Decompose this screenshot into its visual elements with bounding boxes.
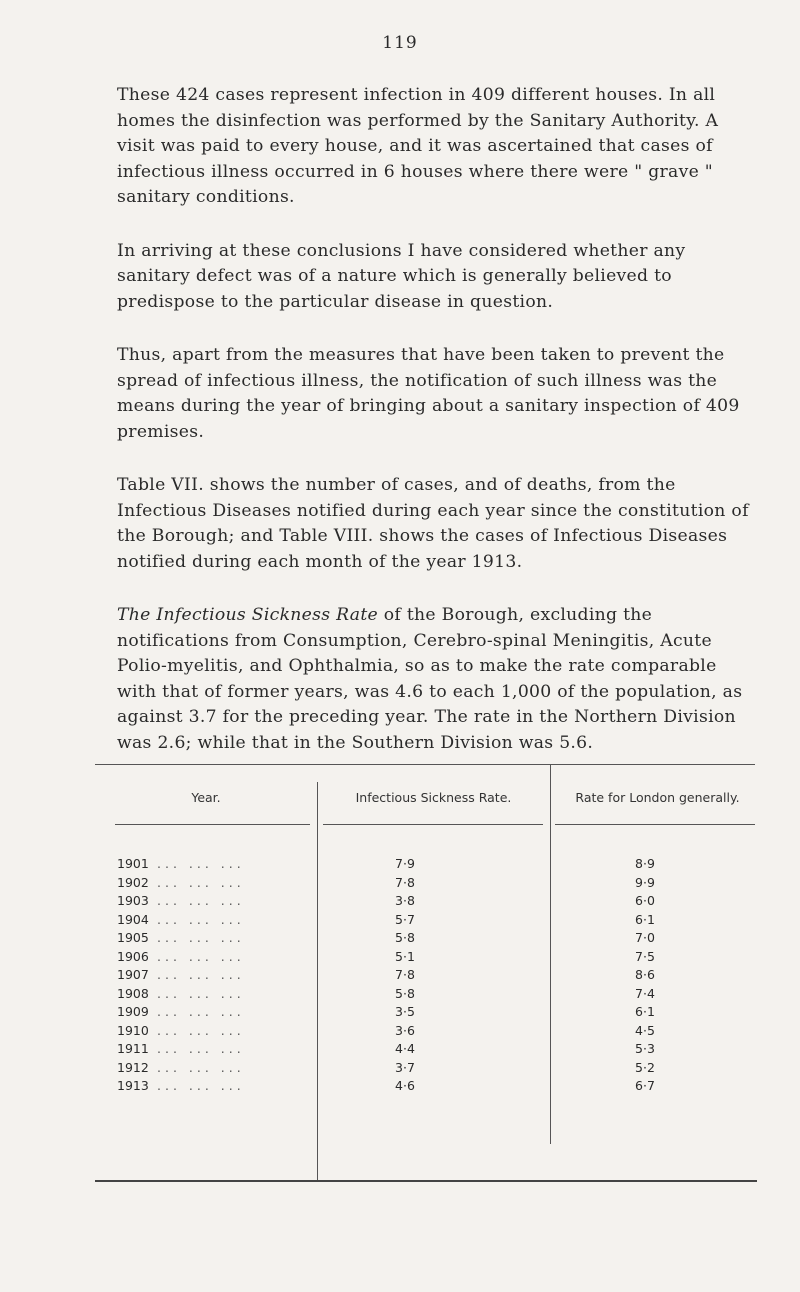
paragraph-2: In arriving at these conclusions I have considered whether any sanitary defect was of a nature which is generally believed to predispose to the particular disease in question. [117,240,686,312]
leader-dots: ... ... ... [157,1078,245,1093]
london-rate-cell: 5·3 [635,1041,655,1056]
year-cell: 1910 [117,1022,149,1038]
sickness-rate-cell: 4·6 [395,1078,415,1093]
london-rate-cell: 8·9 [635,856,655,871]
sickness-rate-cell: 3·7 [395,1059,415,1075]
year-cell: 1909 [117,1004,149,1019]
header-sickness-rate: Infectious Sickness Rate. [355,790,512,805]
leader-dots: ... ... ... [157,948,245,964]
table-row [95,1004,765,1023]
table-row [95,912,765,931]
sickness-rate-table [95,764,765,1184]
sickness-rate-cell: 7·8 [395,874,415,890]
london-rate-cell: 8·6 [635,967,655,982]
table-row [95,1041,765,1060]
leader-dots: ... ... ... [157,893,245,908]
leader-dots: ... ... ... [157,1041,245,1056]
header-rule-3 [555,824,755,825]
table-row [95,1078,765,1097]
sickness-rate-cell: 5·8 [395,985,415,1001]
table-row [95,949,765,968]
leader-dots: ... ... ... [157,967,245,982]
sickness-rate-cell: 3·5 [395,1004,415,1019]
sickness-rate-term: The Infectious Sickness Rate [117,605,379,625]
sickness-rate-cell: 5·7 [395,911,415,927]
table-row [95,856,765,875]
paragraph-5 [117,603,757,756]
table-row [95,967,765,986]
london-rate-cell: 6·1 [635,1004,655,1019]
sickness-rate-cell: 3·8 [395,893,415,908]
table-row [95,930,765,949]
paragraph-5-text: of the Borough, excluding the notifications from Consumption, Cerebro-spinal Meningitis, Acute Polio-myelitis, and Ophthalmia, so as to make the rate comparable with that of former years, was 4.6 to each 1,000 of the population, as against 3.7 for the preceding year. The rate in the Northern Division was 2.6; while that in the Southern Division was 5.6. [117,605,743,753]
london-rate-cell: 4·5 [635,1022,655,1038]
year-cell: 1911 [117,1041,149,1056]
london-rate-cell: 7·4 [635,985,655,1001]
london-rate-cell: 6·7 [635,1078,655,1093]
year-cell: 1913 [117,1078,149,1093]
header-london-rate: Rate for London generally. [575,790,740,805]
london-rate-cell: 6·0 [635,893,655,908]
leader-dots: ... ... ... [157,1004,245,1019]
table-row [95,875,765,894]
year-cell: 1903 [117,893,149,908]
sickness-rate-cell: 4·4 [395,1041,415,1056]
sickness-rate-cell: 5·8 [395,930,415,945]
sickness-rate-cell: 7·9 [395,856,415,871]
table-row [95,893,765,912]
paragraph-3: Thus, apart from the measures that have been taken to prevent the spread of infectious illness, the notification of such illness was the means during the year of bringing about a sanitary inspection of 409 premises. [117,345,740,442]
leader-dots: ... ... ... [157,874,245,890]
header-rule-1 [115,824,310,825]
london-rate-cell: 7·5 [635,948,655,964]
sickness-rate-cell: 3·6 [395,1022,415,1038]
year-cell: 1901 [117,856,149,871]
leader-dots: ... ... ... [157,1059,245,1075]
year-cell: 1906 [117,948,149,964]
body-text [117,83,757,784]
table-row [95,986,765,1005]
table-row [95,1060,765,1079]
london-rate-cell: 9·9 [635,874,655,890]
table-bottom-rule [95,1180,757,1182]
sickness-rate-cell: 7·8 [395,967,415,982]
leader-dots: ... ... ... [157,985,245,1001]
year-cell: 1908 [117,985,149,1001]
year-cell: 1902 [117,874,149,890]
leader-dots: ... ... ... [157,911,245,927]
table-body [95,856,765,1097]
year-cell: 1905 [117,930,149,945]
leader-dots: ... ... ... [157,1022,245,1038]
header-year: Year. [191,790,221,805]
sickness-rate-cell: 5·1 [395,948,415,964]
leader-dots: ... ... ... [157,856,245,871]
paragraph-4: Table VII. shows the number of cases, and of deaths, from the Infectious Diseases notified during each year since the constitution of the Borough; and Table VIII. shows the cases of Infectious Diseases notified during each month of the year 1913. [117,475,749,572]
table-top-rule [95,764,755,765]
year-cell: 1907 [117,967,149,982]
leader-dots: ... ... ... [157,930,245,945]
paragraph-1: These 424 cases represent infection in 409 different houses. In all homes the disinfection was performed by the Sanitary Authority. A visit was paid to every house, and it was ascertained that cases of infectious illness occurred in 6 houses where there were " grave " sanitary conditions. [117,85,719,207]
year-cell: 1912 [117,1059,149,1075]
london-rate-cell: 5·2 [635,1059,655,1075]
page-number: 119 [382,33,418,53]
london-rate-cell: 6·1 [635,911,655,927]
london-rate-cell: 7·0 [635,930,655,945]
header-rule-2 [323,824,543,825]
year-cell: 1904 [117,911,149,927]
table-row [95,1023,765,1042]
